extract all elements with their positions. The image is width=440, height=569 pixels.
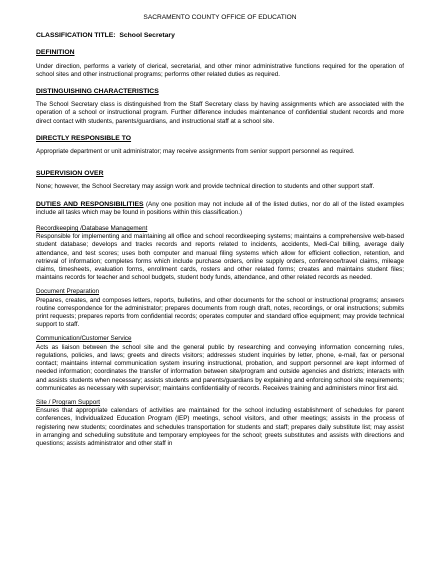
definition-text: Under direction, performs a variety of clerical, secretarial, and other minor administrative functions required for the operation of school sites and other instructional programs; performs other related duties as required. bbox=[36, 62, 404, 78]
site-program-support-heading: Site / Program Support bbox=[36, 398, 101, 406]
responsible-text: Appropriate department or unit administrator; may receive assignments from senior support personnel as required. bbox=[36, 148, 355, 156]
communication-heading: Communication/Customer Service bbox=[36, 335, 132, 343]
classification-label: CLASSIFICATION TITLE: bbox=[36, 32, 116, 40]
supervision-text: None; however, the School Secretary may assign work and provide technical direction to students and other support staff. bbox=[36, 183, 375, 191]
distinguishing-heading: DISTINGUISHING CHARACTERISTICS bbox=[36, 88, 159, 96]
recordkeeping-heading: Recordkeeping /Database Management bbox=[36, 225, 148, 233]
document-preparation-text: Prepares, creates, and composes letters, reports, bulletins, and other documents for the school or instructional programs; answers routine correspondence for the administrator; prepares documents from rough draft, notes, recordings, or oral instructions; submits print requests; prepares reports from confidential records; operates computer and standard office equipment; may provide technical support to staff. bbox=[36, 296, 404, 329]
distinguishing-text: The School Secretary class is distinguished from the Staff Secretary class by having assignments which are associated with the operation of a school or instructional program. Further difference includes maintenance of confidential student records and more direct contact with students, parents/guardians, and instructional staff at a school site. bbox=[36, 101, 404, 125]
communication-text: Acts as liaison between the school site and the general public by researching and conveying information concerning rules, regulations, policies, and laws; greets and directs visitors; addresses student inquiries by letter, phone, e-mail, fax or personal contact; maintains internal communication system insuring instructional, probation, and support personnel are kept informed of needed information; coordinates the transfer of information between site/program and outside agencies and districts; interacts with and assists students when necessary; assists students and parents/guardians by explaining and enforcing school site requirements; communicates as necessary with supervisor; maintains confidentiality of records. Receives training and administers minor first aid. bbox=[36, 343, 404, 392]
document-preparation-heading: Document Preparation bbox=[36, 288, 100, 296]
supervision-heading: SUPERVISION OVER bbox=[36, 170, 104, 178]
duties-intro-text: (Any one position may not include all of the listed duties, nor do all of the listed examples include all tasks which may be found in positions within this classification.) bbox=[36, 200, 405, 216]
organization-name: SACRAMENTO COUNTY OFFICE OF EDUCATION bbox=[143, 14, 297, 21]
duties-intro bbox=[36, 201, 404, 217]
duties-heading: DUTIES AND RESPONSIBILITIES bbox=[36, 200, 144, 208]
classification-value: School Secretary bbox=[119, 32, 175, 40]
definition-heading: DEFINITION bbox=[36, 49, 75, 57]
responsible-heading: DIRECTLY RESPONSIBLE TO bbox=[36, 134, 132, 142]
classification-title bbox=[36, 32, 404, 40]
site-program-support-text: Ensures that appropriate calendars of activities are maintained for the school including establishment of schedules for parent conferences, Individualized Education Program (IEP) meetings, school visitors, and other meetings; assists in the process of registering new students; coordinates and schedules transportation for students and staff; prepares daily substitute list; may assist in arranging and scheduling substitute and temporary employees for the school; greets substitutes and assists with directions and questions; assists administrator and other staff in bbox=[36, 407, 404, 447]
recordkeeping-text: Responsible for implementing and maintaining all office and school recordkeeping systems; maintains a comprehensive web-based student database; develops and tracks records and reports related to incidents, accidents, Medi-Cal billing, average daily attendance, and test scores; uses both computer and manual filing systems which allow for efficient collection, retention, and retrieval of information; completes forms which include purchase orders, online supply orders, conference/travel claims, mileage claims, timesheets, evaluation forms, enrollment cards, rosters and other related forms; creates and maintains student files; maintains records for teacher and school budgets, student body funds, attendance, and other related records as needed. bbox=[36, 233, 404, 282]
